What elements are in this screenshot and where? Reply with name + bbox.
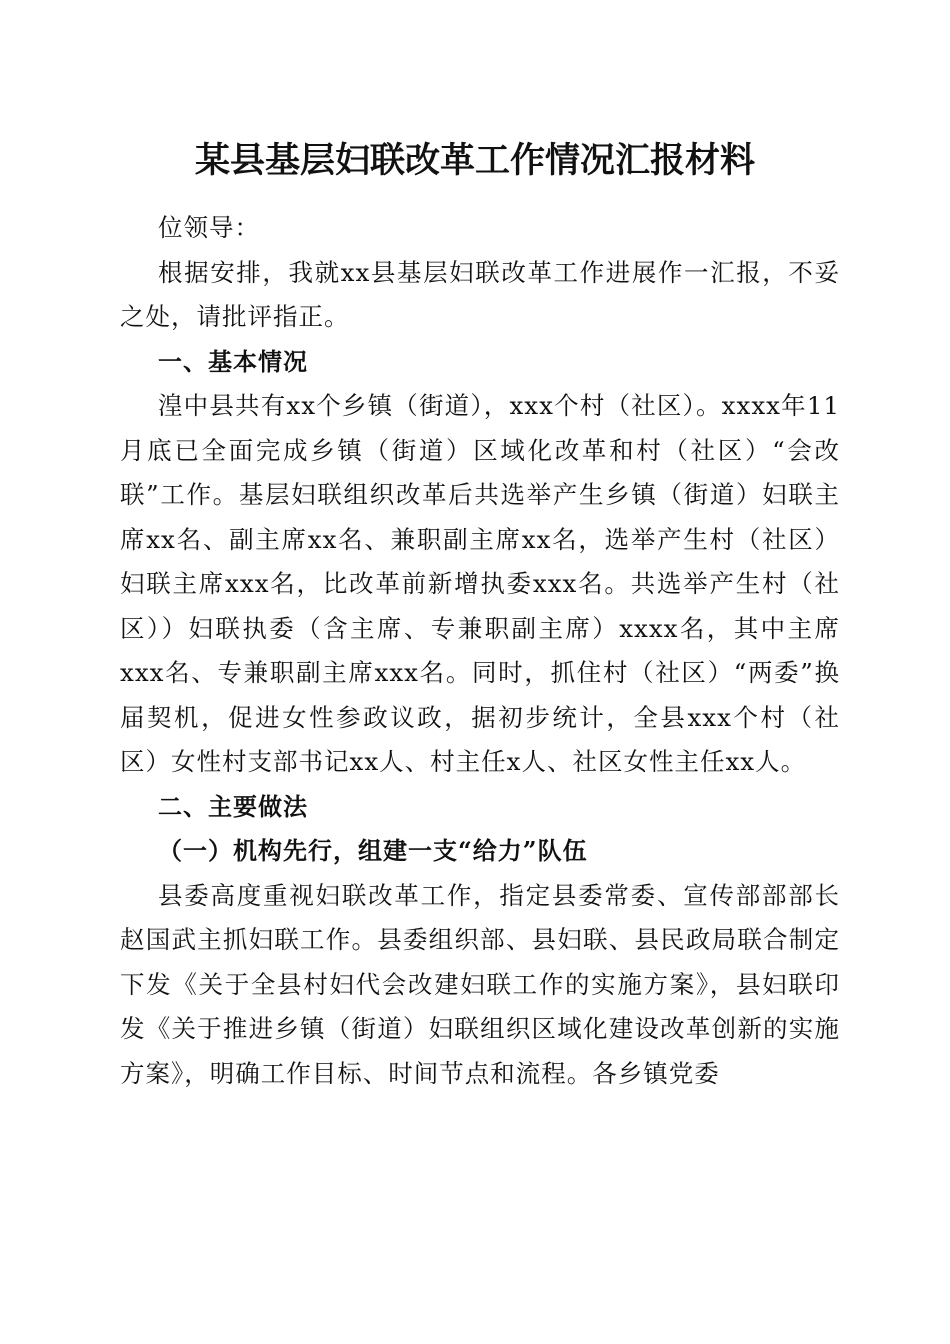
document-body [120, 206, 840, 1096]
basic-situation-paragraph: 湟中县共有xx个乡镇（街道），xxx个村（社区）。xxxx年11月底已全面完成乡镇（街道）区域化改革和村（社区）“会改联”工作。基层妇联组织改革后共选举产生乡镇（街道）妇联主席xx名、副主席xx名、兼职副主席xx名，选举产生村（社区）妇联主席xxx名，比改革前新增执委xxx名。共选举产生村（社区））妇联执委（含主席、专兼职副主席）xxxx名，其中主席xxx名、专兼职副主席xxx名。同时，抓住村（社区）“两委”换届契机，促进女性参政议政，据初步统计，全县xxx个村（社区）女性村支部书记xx人、村主任x人、社区女性主任xx人。 [120, 391, 840, 776]
salutation: 位领导： [158, 213, 260, 242]
section-heading-main-practices: 二、主要做法 [158, 792, 308, 821]
intro-paragraph: 根据安排，我就xx县基层妇联改革工作进展作一汇报，不妥之处，请批评指正。 [120, 257, 840, 331]
organization-paragraph: 县委高度重视妇联改革工作，指定县委常委、宣传部部部长赵国武主抓妇联工作。县委组织部、县妇联、县民政局联合制定下发《关于全县村妇代会改建妇联工作的实施方案》，县妇联印发《关于推进乡镇（街道）妇联组织区域化建设改革创新的实施方案》，明确工作目标、时间节点和流程。各乡镇党委 [120, 880, 840, 1088]
document-title: 某县基层妇联改革工作情况汇报材料 [194, 140, 755, 181]
section-heading-basic-situation: 一、基本情况 [158, 347, 308, 376]
subsection-heading-organization: （一）机构先行，组建一支“给力”队伍 [158, 836, 588, 865]
